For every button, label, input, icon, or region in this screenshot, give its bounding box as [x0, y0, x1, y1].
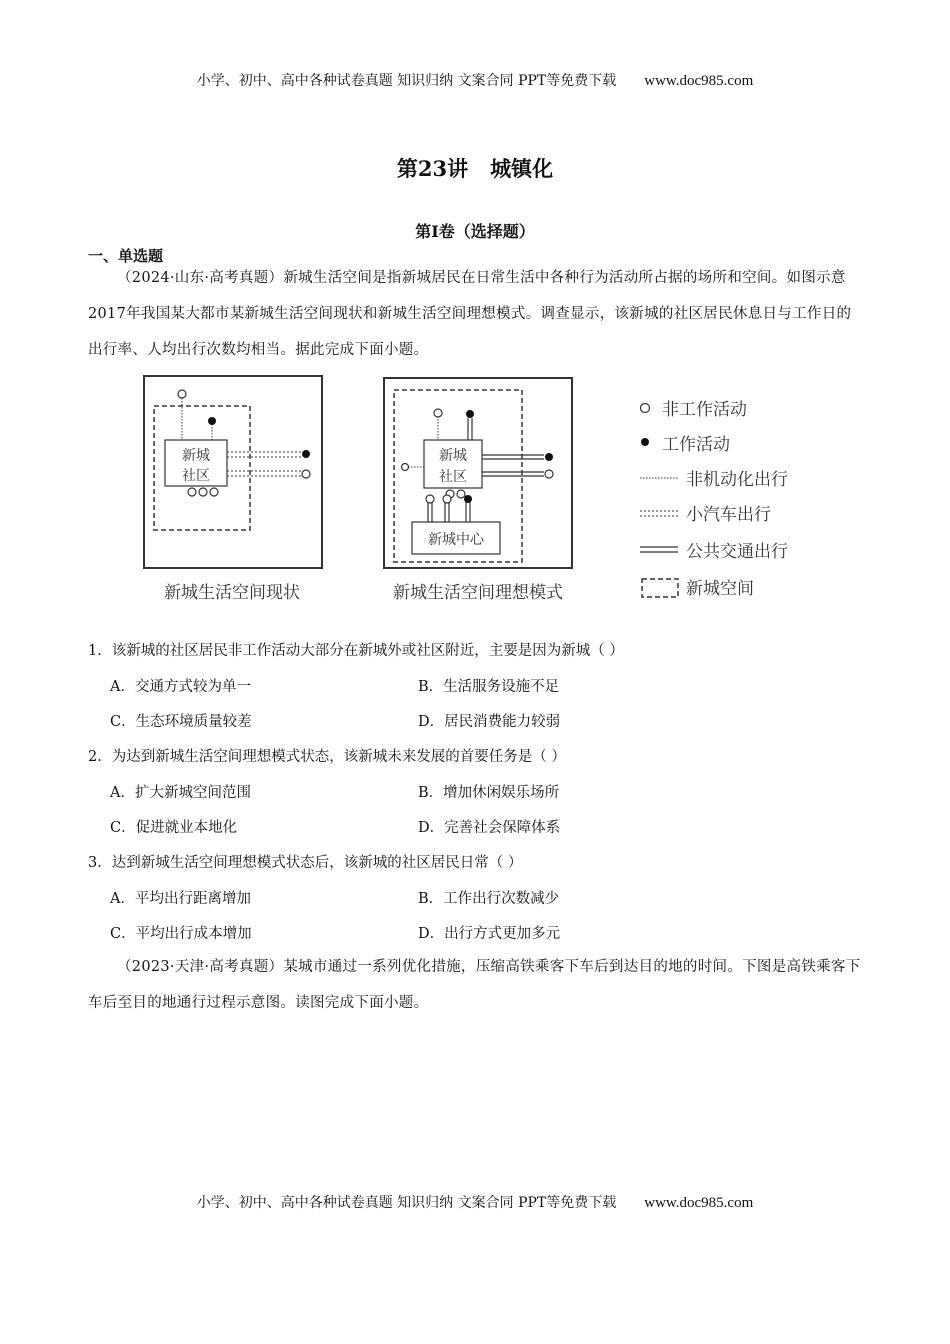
legend-label-4: 公共交通出行 [686, 542, 788, 562]
section-heading: 一、单选题 [88, 247, 164, 265]
title-lecture: 第23讲 [396, 156, 469, 181]
page-footer [0, 1192, 950, 1212]
passage-1: （2024·山东·高考真题）新城生活空间是指新城居民在日常生活中各种行为活动所占据的场所和空间。如图示意2017年我国某大都市某新城生活空间现状和新城生活空间理想模式。调查显示，该新城的社区居民休息日与工作日的出行率、人均出行次数均相当。据此完成下面小题。 [88, 270, 852, 358]
question-3-option-c[interactable]: C．平均出行成本增加 [110, 926, 252, 942]
header-url[interactable]: www.doc985.com [644, 73, 754, 89]
volume-subtitle: 第I卷（选择题） [415, 222, 535, 241]
question-3-option-b[interactable]: B．工作出行次数减少 [418, 891, 560, 907]
legend-label-3: 小汽车出行 [686, 505, 771, 525]
open-circle-icon [641, 404, 650, 413]
question-1-stem: 1．该新城的社区居民非工作活动大部分在新城外或社区附近，主要是因为新城（ ） [88, 643, 624, 659]
left-box-label-1: 新城 [182, 448, 210, 464]
question-1-option-d[interactable]: D．居民消费能力较弱 [418, 714, 561, 730]
legend-label-2: 非机动化出行 [686, 470, 788, 490]
question-2-option-a[interactable]: A．扩大新城空间范围 [110, 785, 251, 801]
question-1-option-c[interactable]: C．生态环境质量较差 [110, 714, 252, 730]
legend-label-1: 工作活动 [662, 435, 730, 455]
double-line-icon [640, 547, 678, 552]
filled-circle-icon [641, 438, 649, 446]
title-topic: 城镇化 [490, 156, 554, 181]
dashed-box-icon [642, 579, 678, 597]
passage-2: （2023·天津·高考真题）某城市通过一系列优化措施，压缩高铁乘客下车后到达目的地的时间。下图是高铁乘客下车后至目的地通行过程示意图。读图完成下面小题。 [88, 959, 861, 1011]
header-text: 小学、初中、高中各种试卷真题 知识归纳 文案合同 PPT等免费下载 [196, 73, 617, 89]
question-1-option-a[interactable]: A．交通方式较为单一 [110, 679, 251, 695]
legend-label-0: 非工作活动 [662, 400, 747, 420]
new-city-diagram [130, 368, 830, 618]
question-3-option-a[interactable]: A．平均出行距离增加 [110, 891, 251, 907]
right-caption: 新城生活空间理想模式 [393, 583, 563, 603]
question-3-stem: 3．达到新城生活空间理想模式状态后，该新城的社区居民日常（ ） [88, 855, 523, 871]
question-1-option-b[interactable]: B．生活服务设施不足 [418, 679, 560, 695]
page-header [0, 70, 950, 90]
footer-url[interactable]: www.doc985.com [644, 1195, 754, 1211]
footer-text: 小学、初中、高中各种试卷真题 知识归纳 文案合同 PPT等免费下载 [196, 1195, 617, 1211]
right-box-label-1: 新城 [439, 448, 467, 464]
question-2-stem: 2．为达到新城生活空间理想模式状态，该新城未来发展的首要任务是（ ） [88, 749, 566, 765]
right-center-label: 新城中心 [428, 532, 484, 548]
question-2-option-d[interactable]: D．完善社会保障体系 [418, 820, 561, 836]
dashed-double-line-icon [640, 511, 678, 516]
page-title [0, 153, 950, 183]
current-status-panel [144, 376, 322, 603]
left-box-label-2: 社区 [182, 468, 210, 484]
question-2-option-b[interactable]: B．增加休闲娱乐场所 [418, 785, 560, 801]
left-caption: 新城生活空间现状 [164, 583, 300, 603]
legend-label-5: 新城空间 [686, 579, 754, 599]
right-box-label-2: 社区 [439, 469, 467, 485]
question-3-option-d[interactable]: D．出行方式更加多元 [418, 926, 561, 942]
question-2-option-c[interactable]: C．促进就业本地化 [110, 820, 238, 836]
legend [640, 400, 788, 599]
ideal-mode-panel [384, 378, 572, 603]
